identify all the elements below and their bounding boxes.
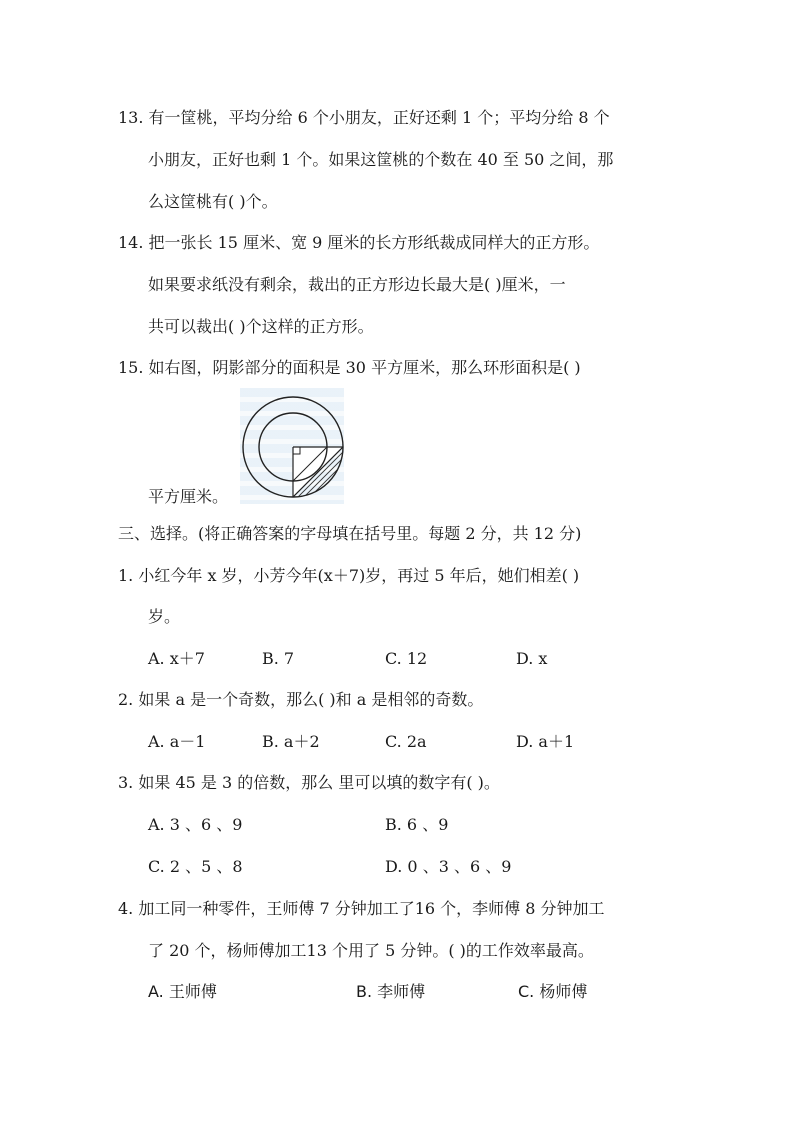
c2-line-1: 2. 如果 a 是一个奇数，那么( )和 a 是相邻的奇数。 [118,690,484,709]
c4-option-b: B. 李师傅 [356,982,426,1001]
c1-line-1: 1. 小红今年 x 岁，小芳今年(x＋7)岁，再过 5 年后，她们相差( ) [118,566,580,585]
annulus-figure [238,392,346,500]
q13-line-2: 小朋友，正好也剩 1 个。如果这筐桃的个数在 40 至 50 之间，那 [148,150,614,169]
section-3-heading: 三、选择。(将正确答案的字母填在括号里。每题 2 分，共 12 分) [118,524,582,543]
c3-option-a: A. 3 、6 、9 [148,815,243,834]
c4-line-2: 了 20 个，杨师傅加工13 个用了 5 分钟。( )的工作效率最高。 [148,941,594,960]
c4-line-1: 4. 加工同一种零件，王师傅 7 分钟加工了16 个，李师傅 8 分钟加工 [118,899,605,918]
c2-option-d: D. a＋1 [516,732,575,751]
c2-option-a: A. a－1 [148,732,206,751]
c4-option-c: C. 杨师傅 [518,982,588,1001]
c1-line-2: 岁。 [148,607,181,626]
c2-option-b: B. a＋2 [262,732,320,751]
c3-option-d: D. 0 、3 、6 、9 [385,857,512,876]
c3-option-b: B. 6 、9 [385,815,449,834]
q14-line-3: 共可以裁出( )个这样的正方形。 [148,317,374,336]
q14-line-2: 如果要求纸没有剩余，裁出的正方形边长最大是( )厘米，一 [148,275,566,294]
c1-option-a: A. x＋7 [148,649,205,668]
c1-option-d: D. x [516,649,548,668]
q13-line-3: 么这筐桃有( )个。 [148,192,278,211]
c3-line-1: 3. 如果 45 是 3 的倍数，那么 里可以填的数字有( )。 [118,773,500,792]
q14-line-1: 14. 把一张长 15 厘米、宽 9 厘米的长方形纸裁成同样大的正方形。 [118,233,600,252]
q15-line-1: 15. 如右图，阴影部分的面积是 30 平方厘米，那么环形面积是( ) [118,358,581,377]
q15-line-2: 平方厘米。 [148,487,229,506]
c1-option-c: C. 12 [385,649,428,668]
c2-option-c: C. 2a [385,732,427,751]
q13-line-1: 13. 有一筐桃，平均分给 6 个小朋友，正好还剩 1 个；平均分给 8 个 [118,108,610,127]
c3-option-c: C. 2 、5 、8 [148,857,243,876]
c4-option-a: A. 王师傅 [148,982,217,1001]
c1-option-b: B. 7 [262,649,295,668]
